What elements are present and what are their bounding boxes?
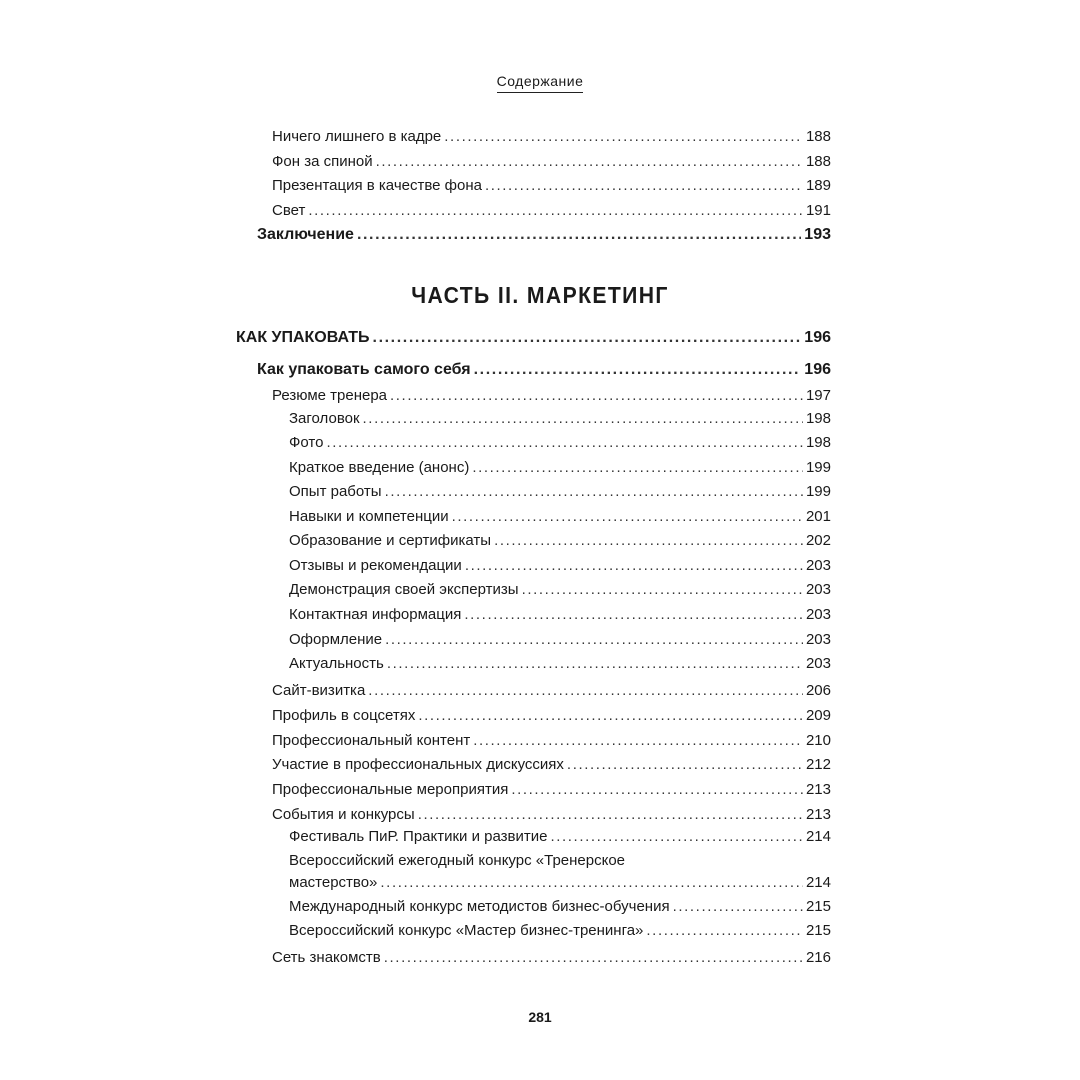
toc-entry[interactable] (272, 949, 831, 966)
toc-entry-page: 203 (805, 581, 831, 598)
toc-subentry[interactable] (289, 483, 831, 500)
toc-entry-page: 203 (805, 655, 831, 672)
toc-entry-page: 198 (805, 434, 831, 451)
toc-entry-page: 197 (805, 387, 831, 404)
toc-entry[interactable] (272, 781, 831, 798)
toc-section[interactable] (257, 361, 831, 379)
toc-entry-title: Международный конкурс методистов бизнес-обучения (289, 898, 670, 915)
toc-entry[interactable] (272, 682, 831, 699)
running-header (0, 73, 1080, 93)
dot-leader (485, 177, 803, 194)
toc-subentry[interactable] (289, 874, 831, 891)
toc-entry-title: Фото (289, 434, 324, 451)
dot-leader (465, 557, 803, 574)
toc-entry-title: Заголовок (289, 410, 360, 427)
toc-entry-page: 202 (805, 532, 831, 549)
toc-entry-page: 203 (805, 557, 831, 574)
dot-leader (522, 581, 803, 598)
toc-entry-title: Навыки и компетенции (289, 508, 449, 525)
toc-entry-title: Контактная информация (289, 606, 462, 623)
toc-entry-title: Актуальность (289, 655, 384, 672)
dot-leader (494, 532, 803, 549)
dot-leader (387, 655, 803, 672)
dot-leader (567, 756, 803, 773)
toc-entry-page: 214 (805, 828, 831, 845)
toc-subentry[interactable] (289, 532, 831, 549)
toc-entry-page: 189 (805, 177, 831, 194)
toc-chapter[interactable] (236, 329, 831, 347)
dot-leader (357, 226, 801, 244)
toc-subentry[interactable] (289, 655, 831, 672)
dot-leader (646, 922, 803, 939)
dot-leader (373, 329, 802, 347)
toc-subentry[interactable] (289, 459, 831, 476)
toc-entry-page: 188 (805, 128, 831, 145)
toc-entry-page: 206 (805, 682, 831, 699)
toc-entry-title: Как упаковать самого себя (257, 361, 471, 378)
page-number: 281 (528, 1009, 552, 1025)
toc-entry-page: 216 (805, 949, 831, 966)
toc-entry-title: Опыт работы (289, 483, 382, 500)
toc-entry[interactable] (272, 202, 831, 219)
toc-entry-title: Резюме тренера (272, 387, 388, 404)
toc-entry[interactable] (272, 153, 831, 170)
toc-entry-page: 212 (805, 756, 831, 773)
dot-leader (376, 153, 803, 170)
toc-entry-page: 215 (805, 898, 831, 915)
toc-entry-title: Фестиваль ПиР. Практики и развитие (289, 828, 548, 845)
toc-entry-title: Ничего лишнего в кадре (272, 128, 442, 145)
toc-subentry[interactable] (289, 828, 831, 845)
toc-entry-title: Презентация в качестве фона (272, 177, 482, 194)
dot-leader (474, 361, 802, 379)
toc-entry-page: 196 (804, 361, 831, 378)
dot-leader (326, 434, 803, 451)
dot-leader (473, 732, 803, 749)
toc-entry-title: КАК УПАКОВАТЬ (236, 329, 370, 346)
toc-entry[interactable] (272, 707, 831, 724)
toc-entry-title: Оформление (289, 631, 383, 648)
toc-subentry[interactable] (289, 922, 831, 939)
toc-entry-page: 210 (805, 732, 831, 749)
toc-entry-page: 201 (805, 508, 831, 525)
toc-subentry[interactable] (289, 410, 831, 427)
toc-entry-page: 199 (805, 483, 831, 500)
toc-subentry[interactable] (289, 557, 831, 574)
dot-leader (308, 202, 803, 219)
toc-subentry[interactable] (289, 606, 831, 623)
toc-entry[interactable] (272, 128, 831, 145)
dot-leader (472, 459, 803, 476)
toc-entry-title: События и конкурсы (272, 806, 415, 823)
dot-leader (363, 410, 803, 427)
dot-leader (511, 781, 803, 798)
toc-entry-page: 196 (804, 329, 831, 346)
toc-subentry[interactable] (289, 434, 831, 451)
toc-entry-title: Отзывы и рекомендации (289, 557, 462, 574)
dot-leader (673, 898, 803, 915)
dot-leader (464, 606, 803, 623)
toc-subentry[interactable] (289, 898, 831, 915)
toc-entry-title: Демонстрация своей экспертизы (289, 581, 519, 598)
dot-leader (384, 949, 803, 966)
toc-entry-title: Сайт-визитка (272, 682, 366, 699)
toc-entry-title: Всероссийский конкурс «Мастер бизнес-тренинга» (289, 922, 644, 939)
dot-leader (452, 508, 803, 525)
part-heading: ЧАСТЬ II. МАРКЕТИНГ (411, 282, 669, 308)
toc-entry-title: Профиль в соцсетях (272, 707, 416, 724)
toc-entry-page: 191 (805, 202, 831, 219)
toc-entry-page: 193 (804, 226, 831, 243)
dot-leader (390, 387, 803, 404)
toc-entry[interactable] (272, 806, 831, 823)
toc-entry-title: Участие в профессиональных дискуссиях (272, 756, 564, 773)
dot-leader (380, 874, 803, 891)
toc-entry-title: мастерство» (289, 874, 378, 891)
toc-subentry[interactable] (289, 508, 831, 525)
dot-leader (418, 707, 803, 724)
dot-leader (368, 682, 803, 699)
toc-entry-title: Образование и сертификаты (289, 532, 492, 549)
toc-subentry[interactable] (289, 581, 831, 598)
toc-entry-title: Профессиональный контент (272, 732, 471, 749)
toc-entry-page: 213 (805, 781, 831, 798)
toc-entry[interactable] (272, 732, 831, 749)
dot-leader (418, 806, 803, 823)
dot-leader (385, 631, 803, 648)
toc-entry-page: 203 (805, 631, 831, 648)
toc-entry-title: Фон за спиной (272, 153, 373, 170)
toc-entry-page: 214 (805, 874, 831, 891)
toc-entry-title: Свет (272, 202, 306, 219)
toc-entry-page: 209 (805, 707, 831, 724)
toc-entry-page: 199 (805, 459, 831, 476)
toc-entry-page: 188 (805, 153, 831, 170)
toc-entry-page: 213 (805, 806, 831, 823)
toc-entry-page: 215 (805, 922, 831, 939)
dot-leader (385, 483, 803, 500)
running-title: Содержание (497, 73, 584, 93)
toc-entry-title: Профессиональные мероприятия (272, 781, 509, 798)
toc-entry-title: Заключение (257, 226, 354, 243)
toc-entry[interactable] (272, 177, 831, 194)
toc-entry-conclusion[interactable] (257, 226, 831, 244)
toc-entry[interactable] (272, 756, 831, 773)
toc-entry-page: 198 (805, 410, 831, 427)
dot-leader (550, 828, 802, 845)
toc-subentry-title-line1: Всероссийский ежегодный конкурс «Тренерское (289, 852, 626, 869)
toc-subentry[interactable] (289, 631, 831, 648)
toc-entry[interactable] (272, 387, 831, 404)
toc-entry-page: 203 (805, 606, 831, 623)
toc-entry-title: Сеть знакомств (272, 949, 381, 966)
toc-entry-title: Краткое введение (анонс) (289, 459, 470, 476)
dot-leader (444, 128, 803, 145)
